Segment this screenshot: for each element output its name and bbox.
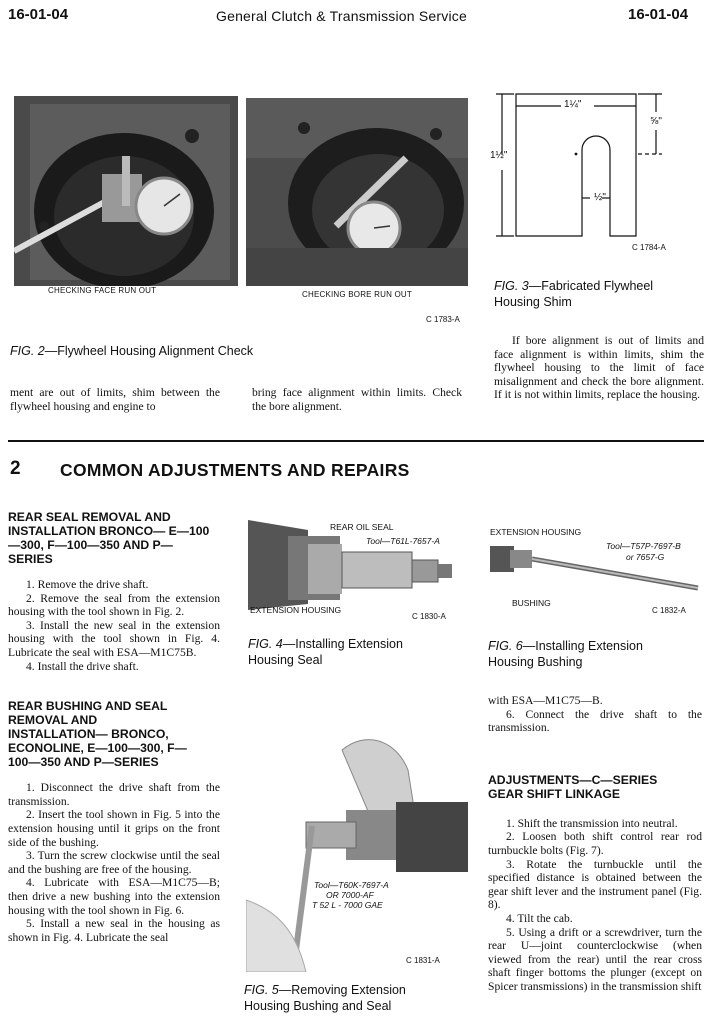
bore-runout-photo — [246, 98, 468, 286]
bushing-removal-illustration — [246, 710, 468, 972]
fig4-tool-label: Tool—T61L-7657-A — [366, 536, 440, 546]
page-number-right: 16-01-04 — [628, 6, 689, 23]
fig6-tool-label-2: or 7657-G — [626, 552, 665, 562]
column-3 — [488, 694, 702, 994]
figure-3-caption: FIG. 3—Fabricated Flywheel Housing Shim — [494, 279, 654, 309]
figure-6-caption: FIG. 6—Installing Extension Housing Bushing — [488, 639, 643, 669]
section-divider — [8, 440, 704, 442]
fig4-housing-label: EXTENSION HOUSING — [250, 605, 342, 615]
face-runout-photo — [14, 96, 238, 286]
flywheel-shim-diagram — [486, 86, 702, 256]
section-number: 2 — [10, 458, 21, 479]
dim-right-label: ⅝" — [650, 116, 662, 127]
running-title: General Clutch & Transmission Service — [216, 8, 467, 24]
bore-runout-label: CHECKING BORE RUN OUT — [302, 290, 412, 299]
fig5-tool-label-2: OR 7000-AF — [326, 890, 374, 900]
rear-bushing-steps: 1. Disconnect the drive shaft from the transmission. 2. Insert the tool shown in Fig. 5 into the extension housing until it grips on the front side of the bushing. 3. Turn the screw clockwise until the seal and the bushing are free of the housing. 4. Lubricate with ESA—M1C75—B; then drive a new bushing into the extension housing with the tool shown in Fig. 6. 5. Install a new seal in the housing as shown in Fig. 4. Lubricate the seal — [8, 781, 220, 944]
column-1 — [8, 510, 220, 944]
fig6-tool-label-1: Tool—T57P-7697-B — [606, 541, 681, 551]
adjustments-heading: ADJUSTMENTS—C—SERIES GEAR SHIFT LINKAGE — [488, 772, 658, 801]
rear-oil-seal-label: REAR OIL SEAL — [330, 522, 394, 532]
top-text-col1: ment are out of limits, shim between the flywheel housing and engine to — [10, 386, 220, 413]
rear-seal-heading: REAR SEAL REMOVAL AND INSTALLATION BRONCO— E—100—300, F—100—350 AND P—SERIES — [8, 510, 210, 566]
figure-2-caption: FIG. 2—Flywheel Housing Alignment Check — [10, 344, 254, 358]
dim-slot-label: ½" — [594, 192, 606, 203]
figure-5-code: C 1831-A — [406, 956, 440, 965]
page-number-left: 16-01-04 — [8, 6, 69, 23]
section-title: COMMON ADJUSTMENTS AND REPAIRS — [60, 460, 410, 480]
rear-seal-steps: 1. Remove the drive shaft. 2. Remove the seal from the extension housing with the tool shown in Fig. 2. 3. Install the new seal in the extension housing with the tool shown in Fig. 4. Lubricate the seal with ESA—M1C75B. 4. Install the drive shaft. — [8, 578, 220, 673]
seal-continuation: with ESA—M1C75—B. 6. Connect the drive shaft to the transmission. — [488, 694, 702, 735]
top-text-col3: If bore alignment is out of limits and face alignment is within limits, shim the flywheel housing to the limit of face misalignment and check the bore alignment. If it is not within limits, replace the housing. — [494, 334, 704, 402]
adjustments-steps: 1. Shift the transmission into neutral. 2. Loosen both shift control rear rod turnbuckle bolts (Fig. 7). 3. Rotate the turnbuckle until the specified distance is obtained between the gear shift lever and the instrument panel (Fig. 8). 4. Tilt the cab. 5. Using a drift or a screwdriver, turn the rear U—joint counterclockwise (when viewed from the rear) until the rear cross shaft finger bottoms the plunger (except on Spicer transmissions) in the transmission shift — [488, 816, 702, 993]
dim-top-label: 1¼" — [564, 99, 582, 110]
figure-4-caption: FIG. 4—Installing Extension Housing Seal — [248, 637, 403, 667]
dim-left-label: 1½" — [490, 150, 508, 161]
figure-2-code: C 1783-A — [426, 315, 460, 324]
top-text-col2: bring face alignment within limits. Check the bore alignment. — [252, 386, 462, 413]
rear-bushing-heading: REAR BUSHING AND SEAL REMOVAL AND INSTALLATION— BRONCO, ECONOLINE, E—100—300, F—100—350 AND P—SERIES — [8, 699, 187, 770]
fig6-bushing-label: BUSHING — [512, 598, 551, 608]
figure-5-caption: FIG. 5—Removing Extension Housing Bushing and Seal — [244, 983, 406, 1013]
figure-3-code: C 1784-A — [632, 243, 666, 252]
figure-4-code: C 1830-A — [412, 612, 446, 621]
fig5-tool-label-1: Tool—T60K-7697-A — [314, 880, 389, 890]
face-runout-label: CHECKING FACE RUN OUT — [48, 286, 157, 295]
figure-6-code: C 1832-A — [652, 606, 686, 615]
fig6-housing-label: EXTENSION HOUSING — [490, 527, 582, 537]
fig5-tool-label-3: T 52 L - 7000 GAE — [312, 900, 383, 910]
